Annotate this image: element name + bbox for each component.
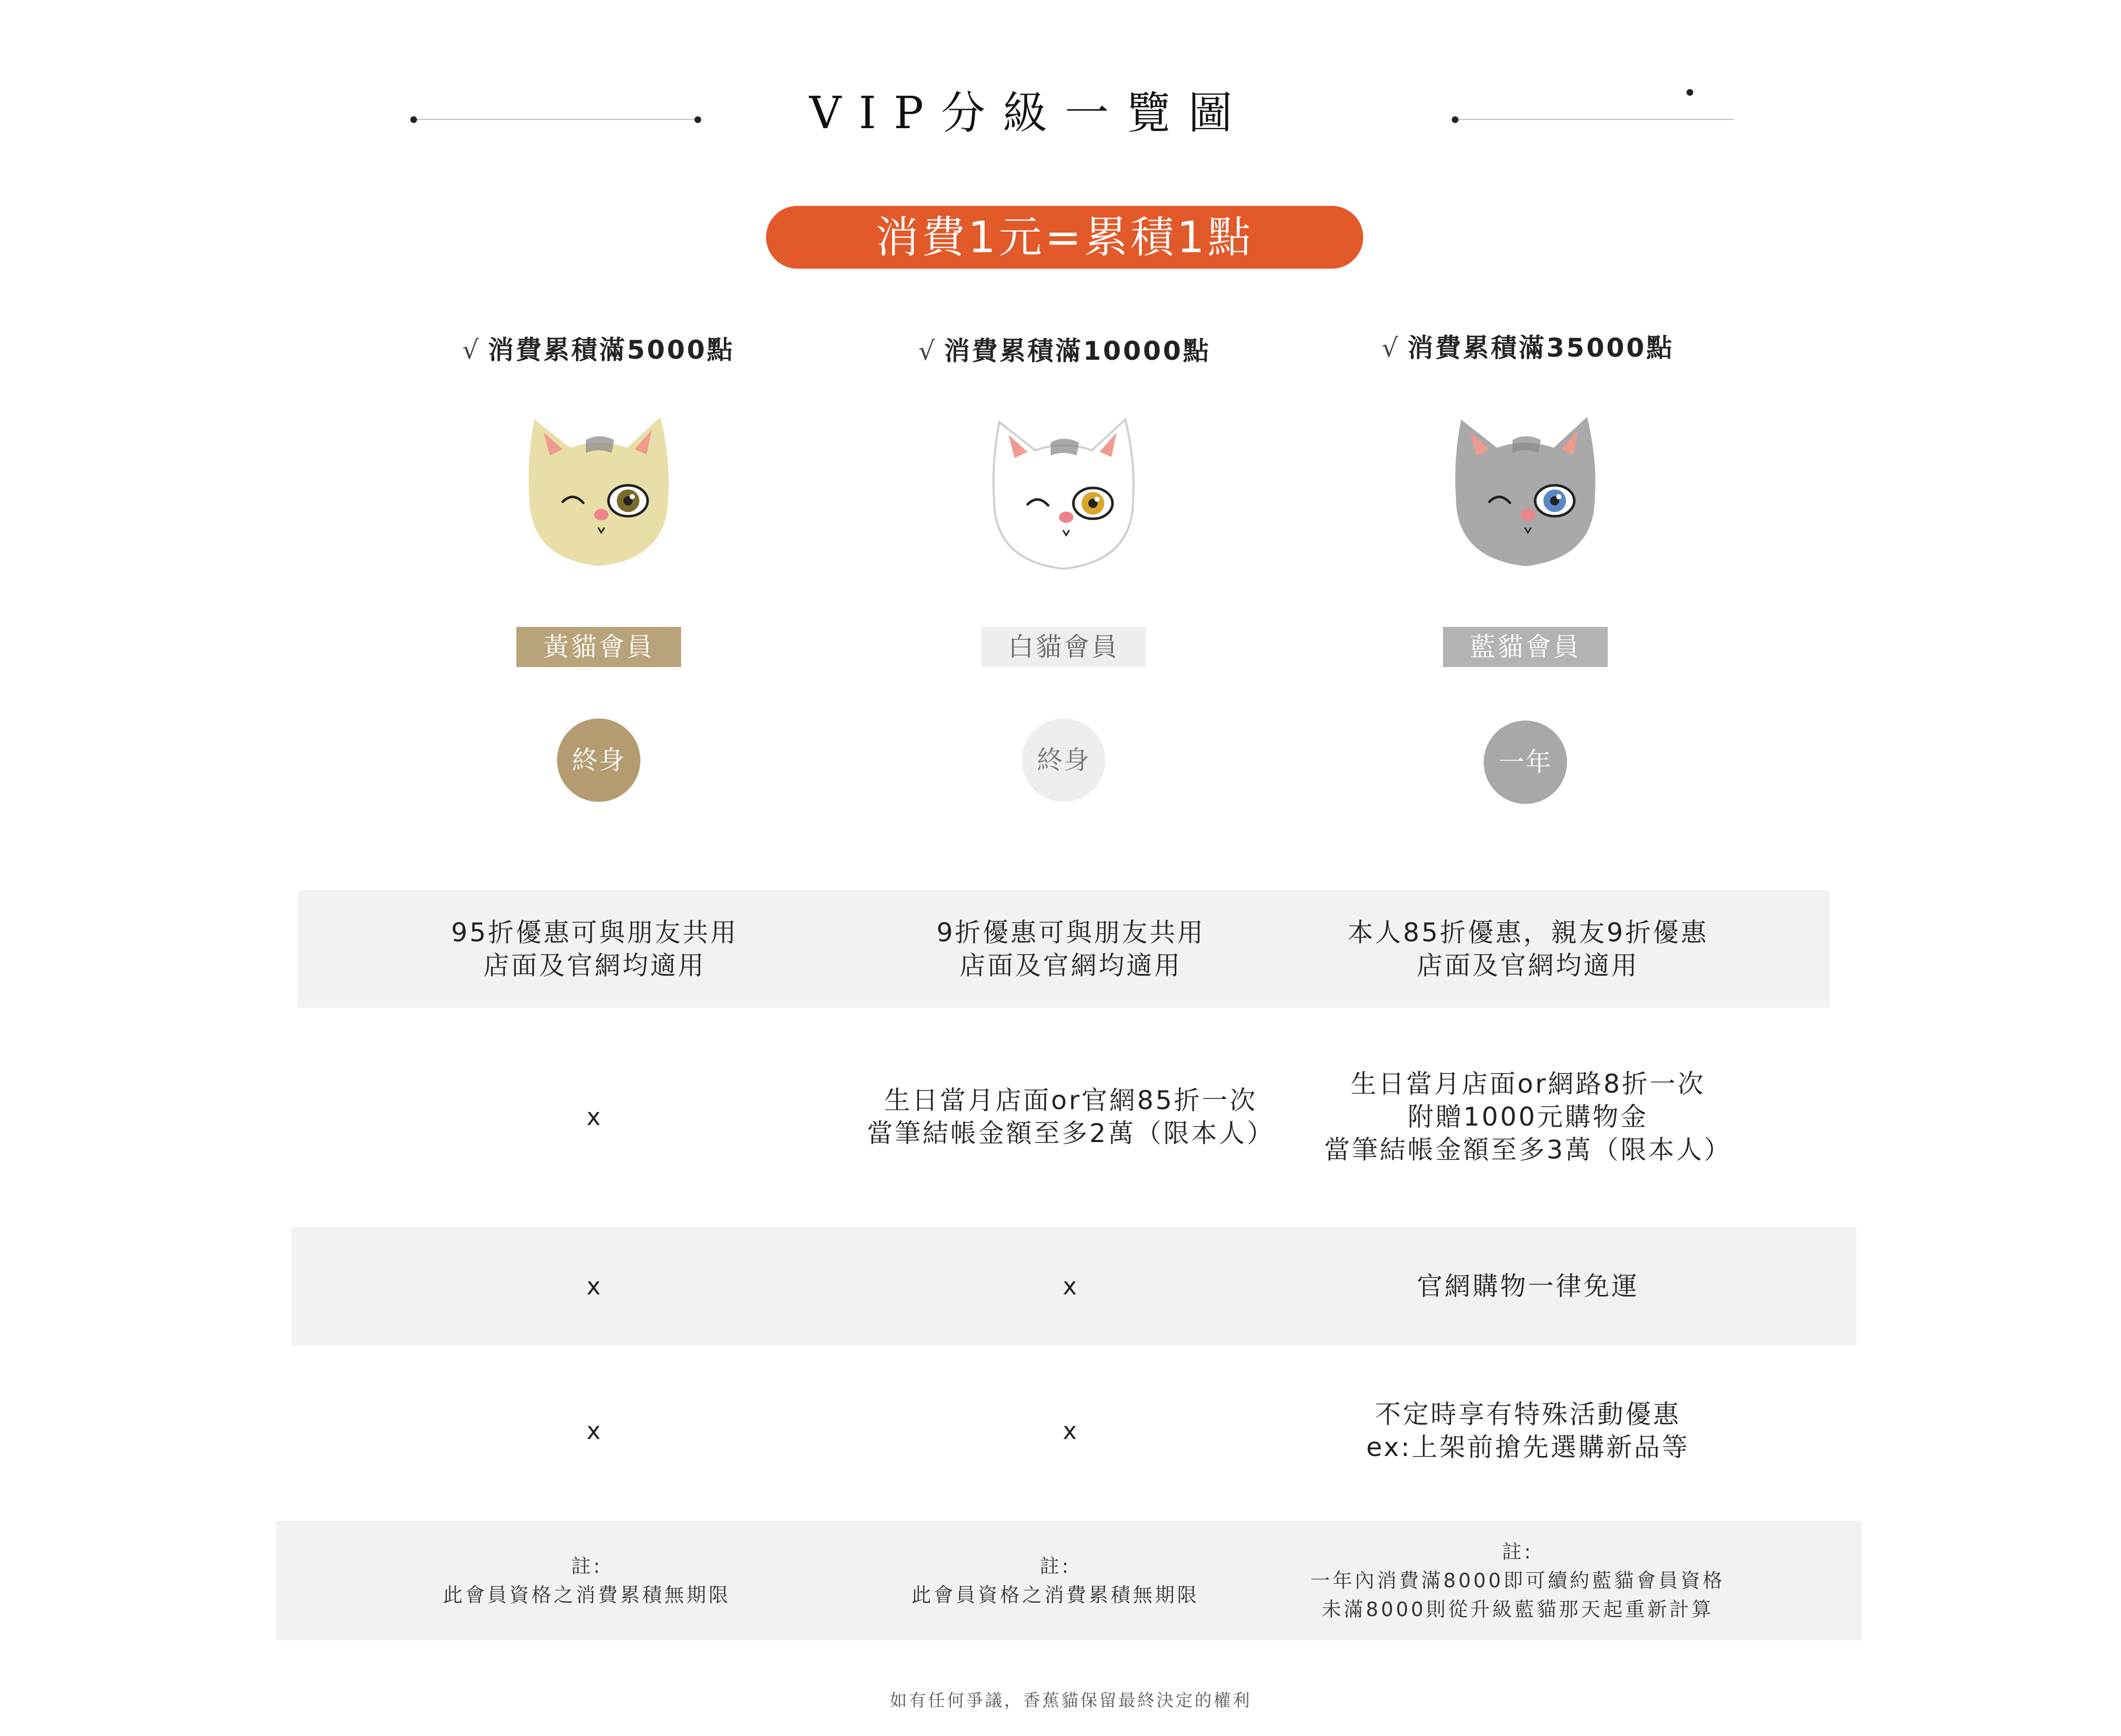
tier-badge-2: 白貓會員 (981, 627, 1146, 667)
benefit-cell-r2-c1: x (586, 1103, 603, 1131)
tier-note-1: 註: 此會員資格之消費累積無期限 (443, 1555, 731, 1606)
title-left-dot-1 (410, 116, 417, 123)
requirement-text: 消費累積滿10000點 (944, 336, 1211, 366)
benefit-cell-r2-c3: 生日當月店面or網路8折一次 附贈1000元購物金 當筆結帳金額至多3萬（限本人） (1324, 1069, 1732, 1165)
benefit-cell-r2-c2: 生日當月店面or官網85折一次 當筆結帳金額至多2萬（限本人） (867, 1085, 1275, 1148)
benefit-cell-r4-c2: x (1063, 1417, 1079, 1445)
requirement-text: 消費累積滿5000點 (488, 335, 735, 365)
duration-circle-2: 終身 (1022, 718, 1105, 802)
check-icon: √ (1382, 333, 1400, 363)
benefit-cell-r3-c3: 官網購物一律免運 (1417, 1271, 1639, 1301)
benefit-cell-r3-c2: x (1063, 1272, 1079, 1300)
tier-requirement-2 (918, 330, 1211, 367)
tier-badge-1: 黃貓會員 (516, 627, 681, 667)
tier-requirement-1 (462, 329, 735, 366)
white-cat-icon (979, 407, 1149, 576)
benefit-cell-r4-c3: 不定時享有特殊活動優惠 ex:上架前搶先選購新品等 (1366, 1399, 1690, 1462)
benefit-cell-r1-c2: 9折優惠可與朋友共用 店面及官網均適用 (936, 918, 1205, 980)
tier-badge-3: 藍貓會員 (1443, 627, 1608, 667)
benefit-cell-r1-c1: 95折優惠可與朋友共用 店面及官網均適用 (451, 918, 738, 980)
points-banner: 消費1元=累積1點 (766, 206, 1363, 269)
gray-cat-icon (1440, 404, 1610, 574)
title-right-dot-2 (1687, 89, 1693, 96)
tier-note-3: 註: 一年內消費滿8000即可續約藍貓會員資格 未滿8000則從升級藍貓那天起重新計算 (1310, 1540, 1725, 1621)
title-right-line (1458, 119, 1734, 120)
check-icon: √ (918, 336, 937, 366)
disclaimer-footer: 如有任何爭議，香蕉貓保留最終決定的權利 (890, 1690, 1252, 1710)
title-left-dot-2 (694, 116, 701, 123)
page-title: VIP分級一覽圖 (809, 87, 1250, 139)
duration-circle-3: 一年 (1484, 721, 1567, 804)
tier-requirement-3 (1382, 327, 1674, 364)
title-right-dot-1 (1452, 116, 1458, 123)
duration-circle-1: 終身 (557, 718, 640, 802)
check-icon: √ (462, 335, 481, 365)
requirement-text: 消費累積滿35000點 (1407, 333, 1674, 363)
yellow-cat-icon (514, 404, 684, 574)
tier-note-2: 註: 此會員資格之消費累積無期限 (911, 1555, 1199, 1606)
benefit-cell-r1-c3: 本人85折優惠，親友9折優惠 店面及官網均適用 (1347, 918, 1709, 980)
title-left-line (417, 119, 698, 120)
benefit-cell-r3-c1: x (586, 1272, 603, 1300)
benefit-cell-r4-c1: x (586, 1417, 603, 1445)
